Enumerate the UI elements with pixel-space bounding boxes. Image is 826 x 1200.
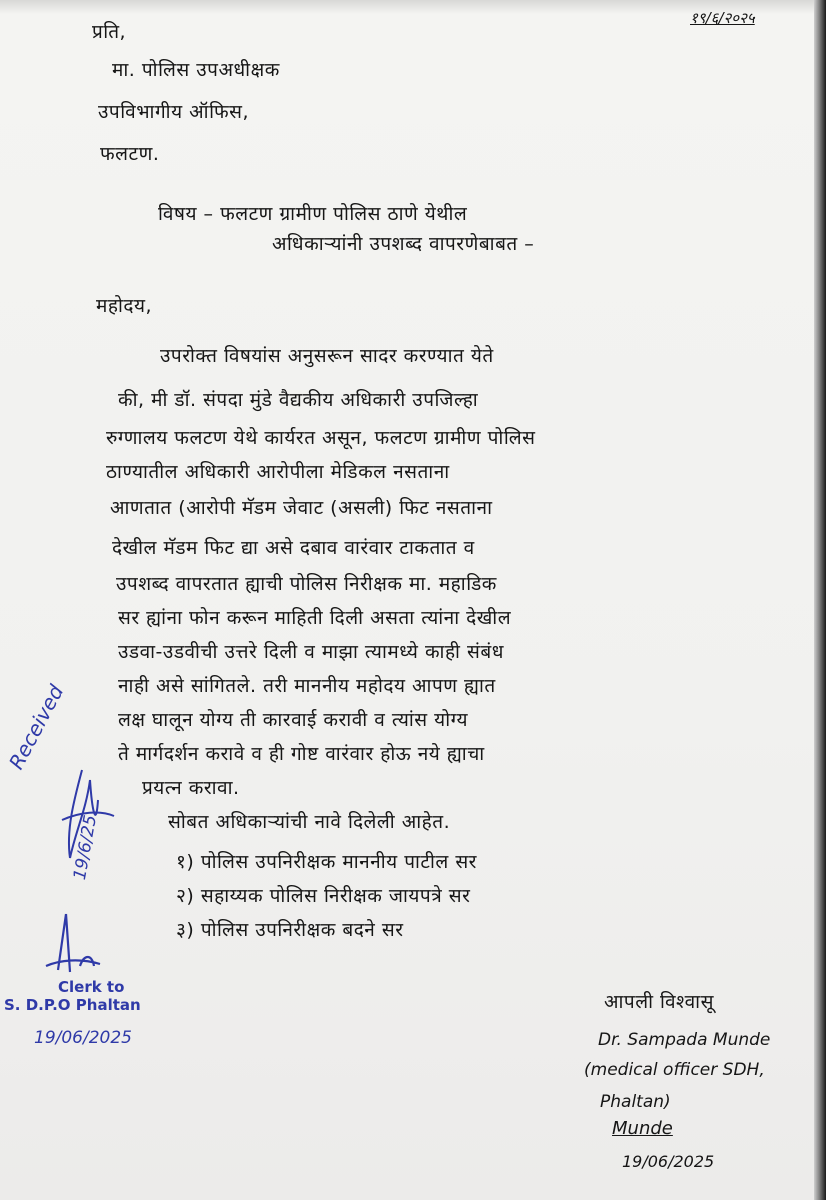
- address-line-3: फलटण.: [100, 143, 160, 165]
- sender-place: Phaltan): [600, 1092, 671, 1112]
- sender-name: Dr. Sampada Munde: [598, 1030, 771, 1050]
- received-date: 19/6/25: [70, 813, 102, 882]
- body-line: ते मार्गदर्शन करावे व ही गोष्ट वारंवार होऊ नये ह्याचा: [118, 743, 485, 765]
- sender-date: 19/06/2025: [622, 1152, 715, 1171]
- list-intro: सोबत अधिकाऱ्यांची नावे दिलेली आहेत.: [168, 811, 451, 833]
- greeting: महोदय,: [96, 295, 153, 317]
- body-line: सर ह्यांना फोन करून माहिती दिली असता त्यांना देखील: [118, 607, 512, 629]
- sender-role: (medical officer SDH,: [584, 1060, 765, 1080]
- body-line: उपशब्द वापरतात ह्याची पोलिस निरीक्षक मा. महाडिक: [116, 573, 497, 595]
- clerk-date: 19/06/2025: [34, 1028, 132, 1048]
- address-line-1: मा. पोलिस उपअधीक्षक: [112, 59, 280, 81]
- closing: आपली विश्वासू: [604, 991, 714, 1013]
- body-line: उपरोक्त विषयांस अनुसरून सादर करण्यात येते: [160, 345, 494, 367]
- top-date: १९/६/२०२५: [690, 9, 755, 27]
- body-line: ठाण्यातील अधिकारी आरोपीला मेडिकल नसताना: [106, 461, 450, 483]
- body-line: प्रयत्न करावा.: [142, 777, 240, 799]
- address-line-2: उपविभागीय ऑफिस,: [98, 101, 250, 123]
- subject-line-2: अधिकाऱ्यांनी उपशब्द वापरणेबाबत –: [272, 233, 535, 255]
- body-line: उडवा-उडवीची उत्तरे दिली व माझा त्यामध्ये काही संबंध: [118, 641, 504, 663]
- page-edge: [814, 0, 826, 1200]
- body-line: नाही असे सांगितले. तरी माननीय महोदय आपण ह्यात: [118, 675, 496, 697]
- list-item: १) पोलिस उपनिरीक्षक माननीय पाटील सर: [176, 851, 477, 873]
- list-item: ३) पोलिस उपनिरीक्षक बदने सर: [176, 919, 404, 941]
- body-line: की, मी डॉ. संपदा मुंडे वैद्यकीय अधिकारी उपजिल्हा: [118, 389, 479, 411]
- clerk-line-1: Clerk to: [58, 978, 125, 996]
- received-label: Received: [4, 680, 69, 774]
- subject-line-1: विषय – फलटण ग्रामीण पोलिस ठाणे येथील: [158, 203, 468, 225]
- sender-signature: Munde: [612, 1118, 673, 1139]
- clerk-line-2: S. D.P.O Phaltan: [4, 996, 141, 1014]
- body-line: लक्ष घालून योग्य ती कारवाई करावी व त्यांस योग्य: [118, 709, 468, 731]
- body-line: आणतात (आरोपी मॅडम जेवाट (असली) फिट नसताना: [110, 497, 493, 519]
- salutation-to: प्रति,: [92, 21, 127, 43]
- clerk-signature: [40, 910, 110, 980]
- list-item: २) सहाय्यक पोलिस निरीक्षक जायपत्रे सर: [176, 885, 471, 907]
- body-line: रुग्णालय फलटण येथे कार्यरत असून, फलटण ग्रामीण पोलिस: [106, 427, 536, 449]
- body-line: देखील मॅडम फिट द्या असे दबाव वारंवार टाकतात व: [112, 537, 475, 559]
